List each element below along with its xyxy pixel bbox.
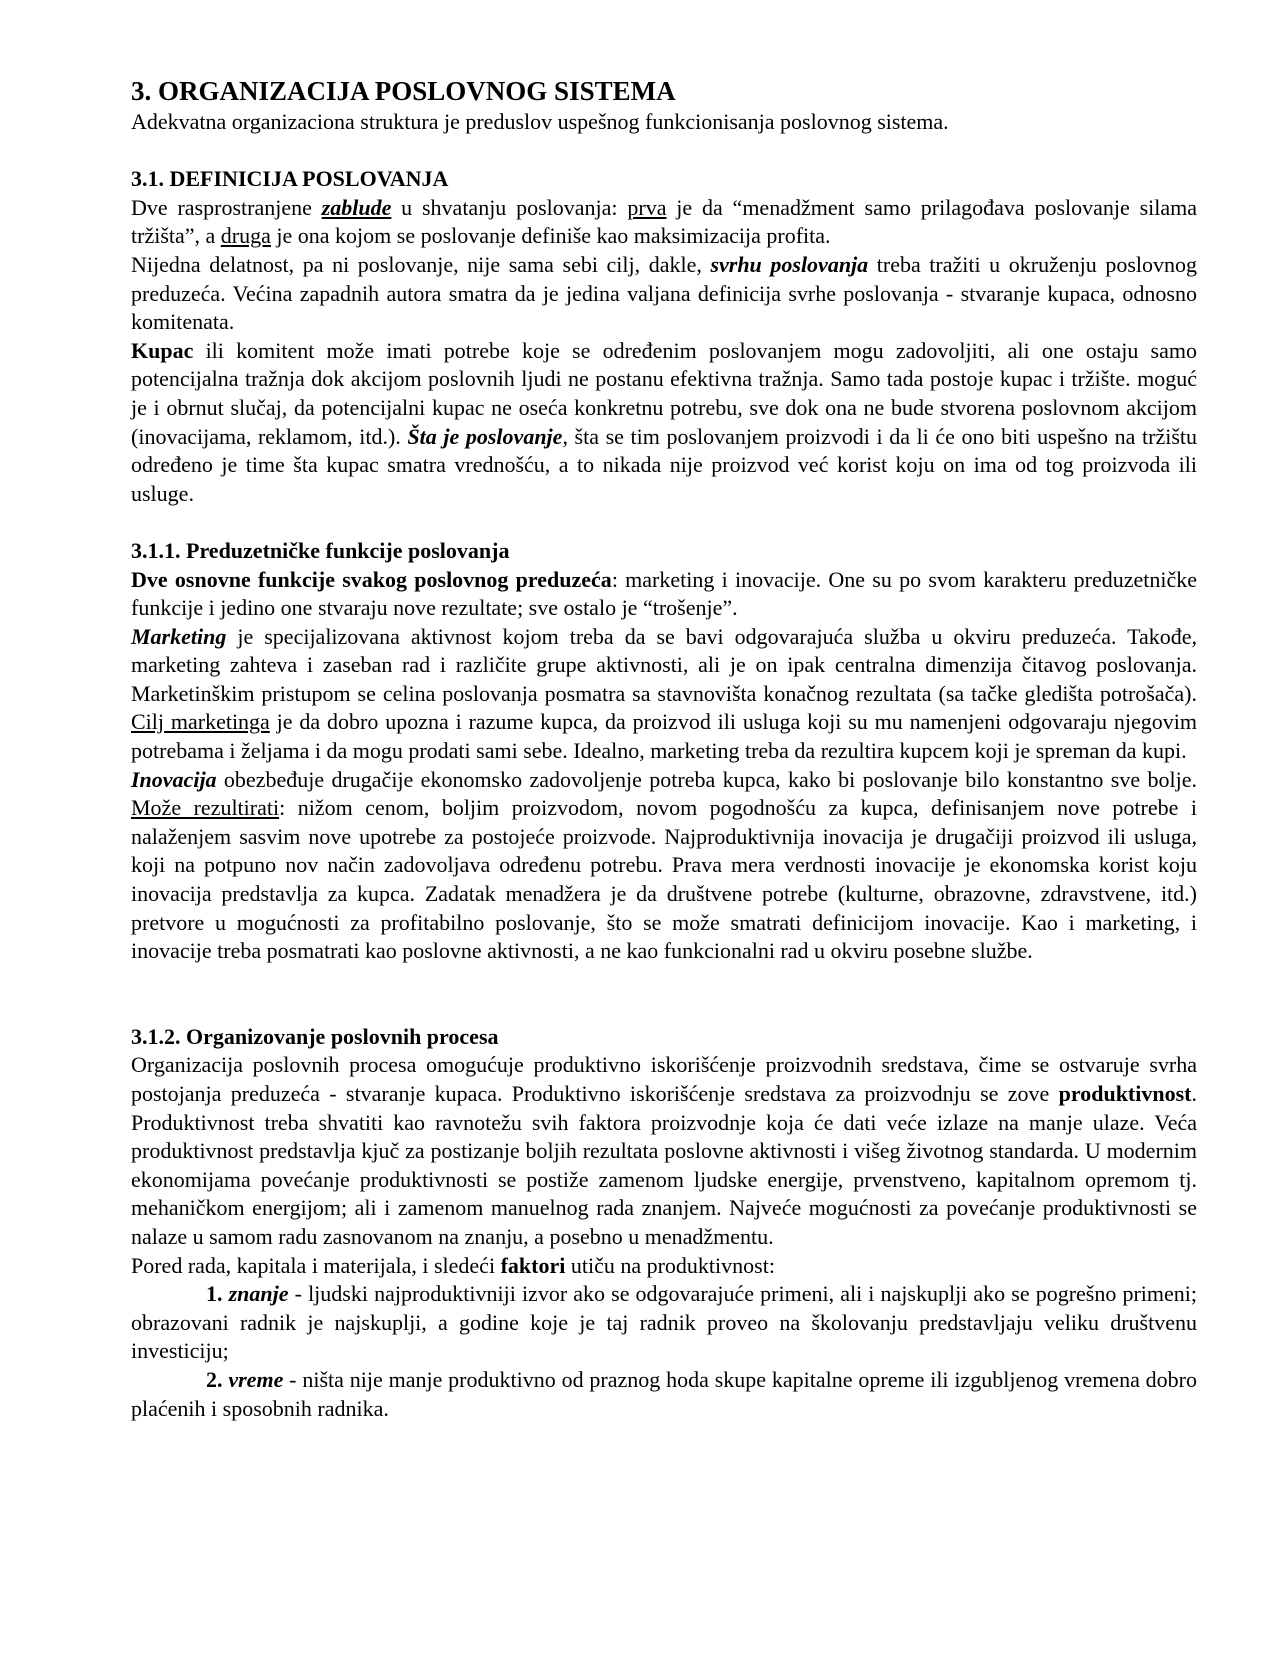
document-page — [131, 74, 1197, 1423]
chapter-title: 3. ORGANIZACIJA POSLOVNOG SISTEMA — [131, 76, 676, 106]
emphasis-vreme: vreme — [228, 1366, 284, 1392]
emphasis-produktivnost: produktivnost — [1058, 1081, 1192, 1106]
section-3-1-paragraph-3: Kupac ili komitent može imati potrebe koje se određenim poslovanjem mogu zadovoljiti, ali one ostaju samo potencijalna tražnja dok akcijom poslovnih ljudi ne postanu efektivna tražnja. Samo tada postoje kupac i tržište. moguć je i obrnut slučaj, da potencijalni kupac ne oseća konkretnu potrebu, sve dok ona ne bude stvorena poslovnom akcijom (inovacijama, reklamom, itd.). Šta je poslovanje, šta se tim poslovanjem proizvodi i da li će ono biti uspešno na tržištu određeno je time šta kupac smatra vrednošću, a to nikada nije proizvod već korist koju on ima od tog proizvoda ili usluge. — [131, 337, 1197, 506]
emphasis-kupac: Kupac — [131, 337, 194, 363]
section-3-1-1-heading: 3.1.1. Preduzetničke funkcije poslovanja — [131, 537, 510, 563]
list-item-vreme: 2. vreme - ništa nije manje produktivno od praznog hoda skupe kapitalne opreme ili izgubljenog vremena dobro plaćenih i sposobnih radnika. — [131, 1366, 1198, 1421]
section-3-1-2-paragraph-1: Organizacija poslovnih procesa omogućuje produktivno iskorišćenje proizvodnih sredstava, čime se ostvaruje svrha postojanja preduzeća - stvaranje kupaca. Produktivno iskorišćenje sredstava za proizvodnju se zove produktivnost. Produktivnost treba shvatiti kao ravnotežu svih faktora proizvodnje koja će dati veće izlaze na manje ulaze. Veća produktivnost predstavlja kjuč za postizanje boljih rezultata poslovne aktivnosti i višeg životnog standarda. U modernim ekonomijama povećanje produktivnosti se postiže zamenom ljudske energije, prvenstveno, kapitalnom opremom tj. mehaničkom energijom; ali i zamenom manuelnog rada znanjem. Najveće mogućnosti za povećanje produktivnosti se nalaze u samom radu zasnovanom na znanju, a posebno u menadžmentu. — [131, 1052, 1197, 1249]
spacer — [131, 966, 1197, 1023]
section-3-1-1-paragraph-1: Dve osnovne funkcije svakog poslovnog preduzeća: marketing i inovacije. One su po svom karakteru preduzetničke funkcije i jedino one stvaraju nove rezultate; sve ostalo je “trošenje”. — [131, 566, 1197, 621]
underline-prva: prva — [627, 194, 667, 220]
emphasis-marketing: Marketing — [131, 623, 227, 649]
emphasis-zablude: zablude — [321, 194, 392, 220]
emphasis-inovacija: Inovacija — [131, 766, 217, 792]
emphasis-svrhu-poslovanja: svrhu poslovanja — [710, 251, 869, 277]
section-3-1-1-paragraph-3: Inovacija obezbeđuje drugačije ekonomsko zadovoljenje potreba kupca, kako bi poslovanje bilo konstantno sve bolje. Može rezultirati: nižom cenom, boljim proizvodom, novom pogodnošću za kupca, definisanjem nove potrebe i nalaženjem sasvim nove upotrebe za postojeće proizvode. Najproduktivnija inovacija je drugačiji proizvod ili usluga, koji na potpuno nov način zadovoljava određenu potrebu. Prava mera verdnosti inovacije je ekonomska korist koju inovacija predstavlja za kupca. Zadatak menadžera je da društvene potrebe (kulturne, obrazovne, zdravstvene, itd.) pretvore u mogućnosti za profitabilno poslovanje, što se može smatrati definicijom inovacije. Kao i marketing, i inovacije treba posmatrati kao poslovne aktivnosti, a ne kao funkcionalni rad u okviru posebne službe. — [131, 766, 1197, 964]
list-item-znanje: 1. znanje - ljudski najproduktivniji izvor ako se odgovarajuće primeni, ali i najskuplji ako se pogrešno primeni; obrazovani radnik je najskuplji, a godine koje je taj radnik proveo na školovanju predstavljaju veliku društvenu investiciju; — [131, 1281, 1197, 1364]
emphasis-znanje: znanje — [228, 1281, 289, 1307]
underline-druga: druga — [220, 223, 271, 249]
spacer — [131, 508, 1197, 537]
list-number: 2. — [206, 1366, 223, 1392]
section-3-1-1-paragraph-2: Marketing je specijalizovana aktivnost kojom treba da se bavi odgovarajuća služba u okviru preduzeća. Takođe, marketing zahteva i zaseban rad i različite grupe aktivnosti, ali je on ipak centralna dimenzija čitavog poslovanja. Marketinškim pristupom se celina poslovanja posmatra sa stavnovišta konačnog rezultata (sa tačke gledišta potrošača). Cilj marketinga je da dobro upozna i razume kupca, da proizvod ili usluga koji su mu namenjeni odgovaraju njegovim potrebama i željama i da mogu prodati sami sebe. Idealno, marketing treba da rezultira kupcem koji je spreman da kupi. — [131, 623, 1198, 764]
list-number: 1. — [206, 1281, 223, 1307]
section-3-1-paragraph-1: Dve rasprostranjene zablude u shvatanju poslovanja: prva je da “menadžment samo prilagođava poslovanje silama tržišta”, a druga je ona kojom se poslovanje definiše kao maksimizacija profita. — [131, 194, 1198, 249]
section-3-1-2-heading: 3.1.2. Organizovanje poslovnih procesa — [131, 1023, 499, 1049]
section-3-1-paragraph-2: Nijedna delatnost, pa ni poslovanje, nije sama sebi cilj, dakle, svrhu poslovanja treba tražiti u okruženju poslovnog preduzeća. Većina zapadnih autora smatra da je jedina valjana definicija svrhe poslovanja - stvaranje kupaca, odnosno komitenata. — [131, 251, 1197, 335]
emphasis-sta-je-poslovanje: Šta je poslovanje — [407, 423, 563, 449]
section-3-1-heading: 3.1. DEFINICIJA POSLOVANJA — [131, 166, 449, 192]
emphasis-dve-osnovne-funkcije: Dve osnovne funkcije svakog poslovnog preduzeća — [131, 566, 612, 592]
spacer — [131, 137, 1197, 166]
underline-moze-rezultirati: Može rezultirati — [131, 795, 280, 821]
emphasis-faktori: faktori — [500, 1252, 566, 1278]
section-3-1-2-paragraph-2: Pored rada, kapitala i materijala, i sledeći faktori utiču na produktivnost: — [131, 1252, 775, 1278]
underline-cilj-marketinga: Cilj marketinga — [131, 709, 270, 735]
chapter-intro: Adekvatna organizaciona struktura je preduslov uspešnog funkcionisanja poslovnog sistema. — [131, 109, 949, 134]
